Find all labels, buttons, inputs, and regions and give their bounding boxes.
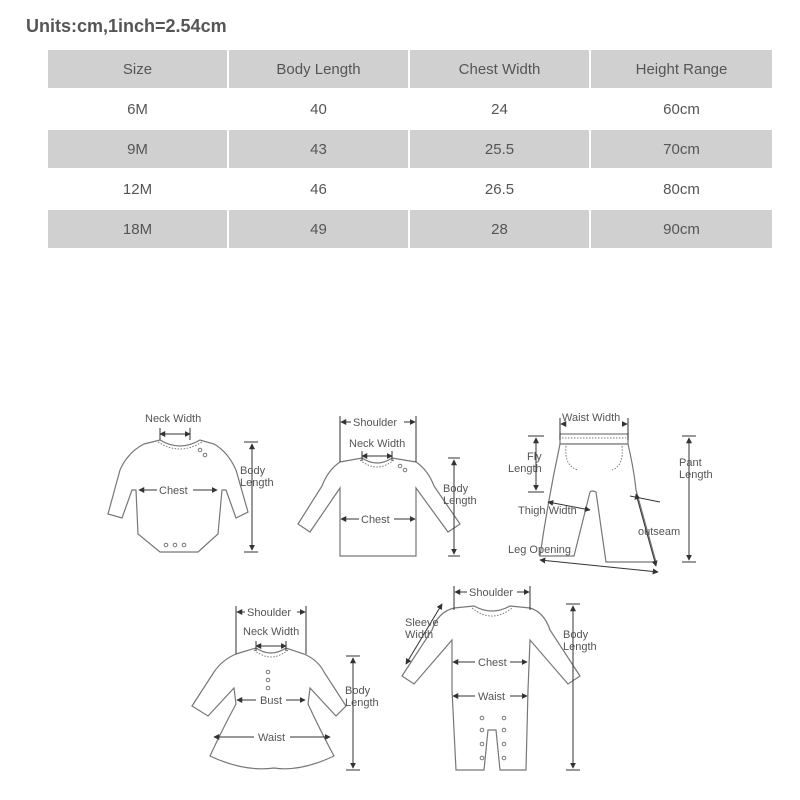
pants-fly-length-label: Fly [527, 451, 542, 463]
table-row [48, 90, 772, 130]
column-header: Height Range [591, 50, 772, 90]
top-shoulder-label: Shoulder [353, 417, 398, 429]
table-cell: 70cm [591, 130, 772, 170]
pants-waist-width-label: Waist Width [562, 412, 621, 424]
table-cell: 49 [229, 210, 410, 250]
bodysuit-body-length-label: Body [240, 465, 266, 477]
table-cell: 46 [229, 170, 410, 210]
pants-diagram [508, 412, 713, 572]
pants-pant-length-label: Pant [679, 457, 702, 469]
table-cell: 6M [48, 90, 229, 130]
dress-bust-label: Bust [260, 695, 283, 707]
bodysuit-neck-width-label: Neck Width [145, 413, 202, 425]
column-header: Chest Width [410, 50, 591, 90]
pants-pant-length-label-2: Length [679, 469, 713, 481]
table-cell: 9M [48, 130, 229, 170]
table-row [48, 170, 772, 210]
table-cell: 12M [48, 170, 229, 210]
pants-outseam-label: outseam [638, 526, 681, 538]
dress-body-length-label: Body [345, 685, 371, 697]
table-row [48, 210, 772, 250]
column-header: Size [48, 50, 229, 90]
top-chest-label: Chest [361, 514, 390, 526]
dress-neck-width-label: Neck Width [243, 626, 300, 638]
table-cell: 28 [410, 210, 591, 250]
romper-sleeve-width-label: Sleeve [405, 617, 439, 629]
table-cell: 43 [229, 130, 410, 170]
pants-thigh-width-label: Thigh Width [518, 505, 577, 517]
top-body-length-label-2: Length [443, 495, 477, 507]
bodysuit-body-length-label-2: Length [240, 477, 274, 489]
table-header-row [48, 50, 772, 90]
romper-body-length-label: Body [563, 629, 589, 641]
units-note: Units:cm,1inch=2.54cm [26, 16, 227, 36]
table-row [48, 130, 772, 170]
top-diagram [298, 416, 477, 556]
table-cell: 24 [410, 90, 591, 130]
romper-shoulder-label: Shoulder [469, 587, 514, 599]
romper-chest-label: Chest [478, 657, 507, 669]
top-neck-width-label: Neck Width [349, 438, 406, 450]
table-cell: 40 [229, 90, 410, 130]
romper-sleeve-width-label-2: Width [405, 629, 434, 641]
pants-fly-length-label-2: Length [508, 463, 542, 475]
measurement-diagrams [0, 390, 800, 800]
dress-diagram [192, 606, 379, 770]
table-cell: 18M [48, 210, 229, 250]
table-cell: 90cm [591, 210, 772, 250]
romper-diagram [402, 586, 597, 770]
table-cell: 60cm [591, 90, 772, 130]
dress-body-length-label-2: Length [345, 697, 379, 709]
table-cell: 80cm [591, 170, 772, 210]
romper-waist-label: Waist [478, 691, 506, 703]
dress-shoulder-label: Shoulder [247, 607, 292, 619]
table-cell: 26.5 [410, 170, 591, 210]
size-table [48, 50, 772, 250]
bodysuit-diagram [108, 413, 274, 552]
dress-waist-label: Waist [258, 732, 286, 744]
pants-leg-opening-label: Leg Opening [508, 544, 571, 556]
column-header: Body Length [229, 50, 410, 90]
table-cell: 25.5 [410, 130, 591, 170]
romper-body-length-label-2: Length [563, 641, 597, 653]
bodysuit-chest-label: Chest [159, 485, 188, 497]
top-body-length-label: Body [443, 483, 469, 495]
